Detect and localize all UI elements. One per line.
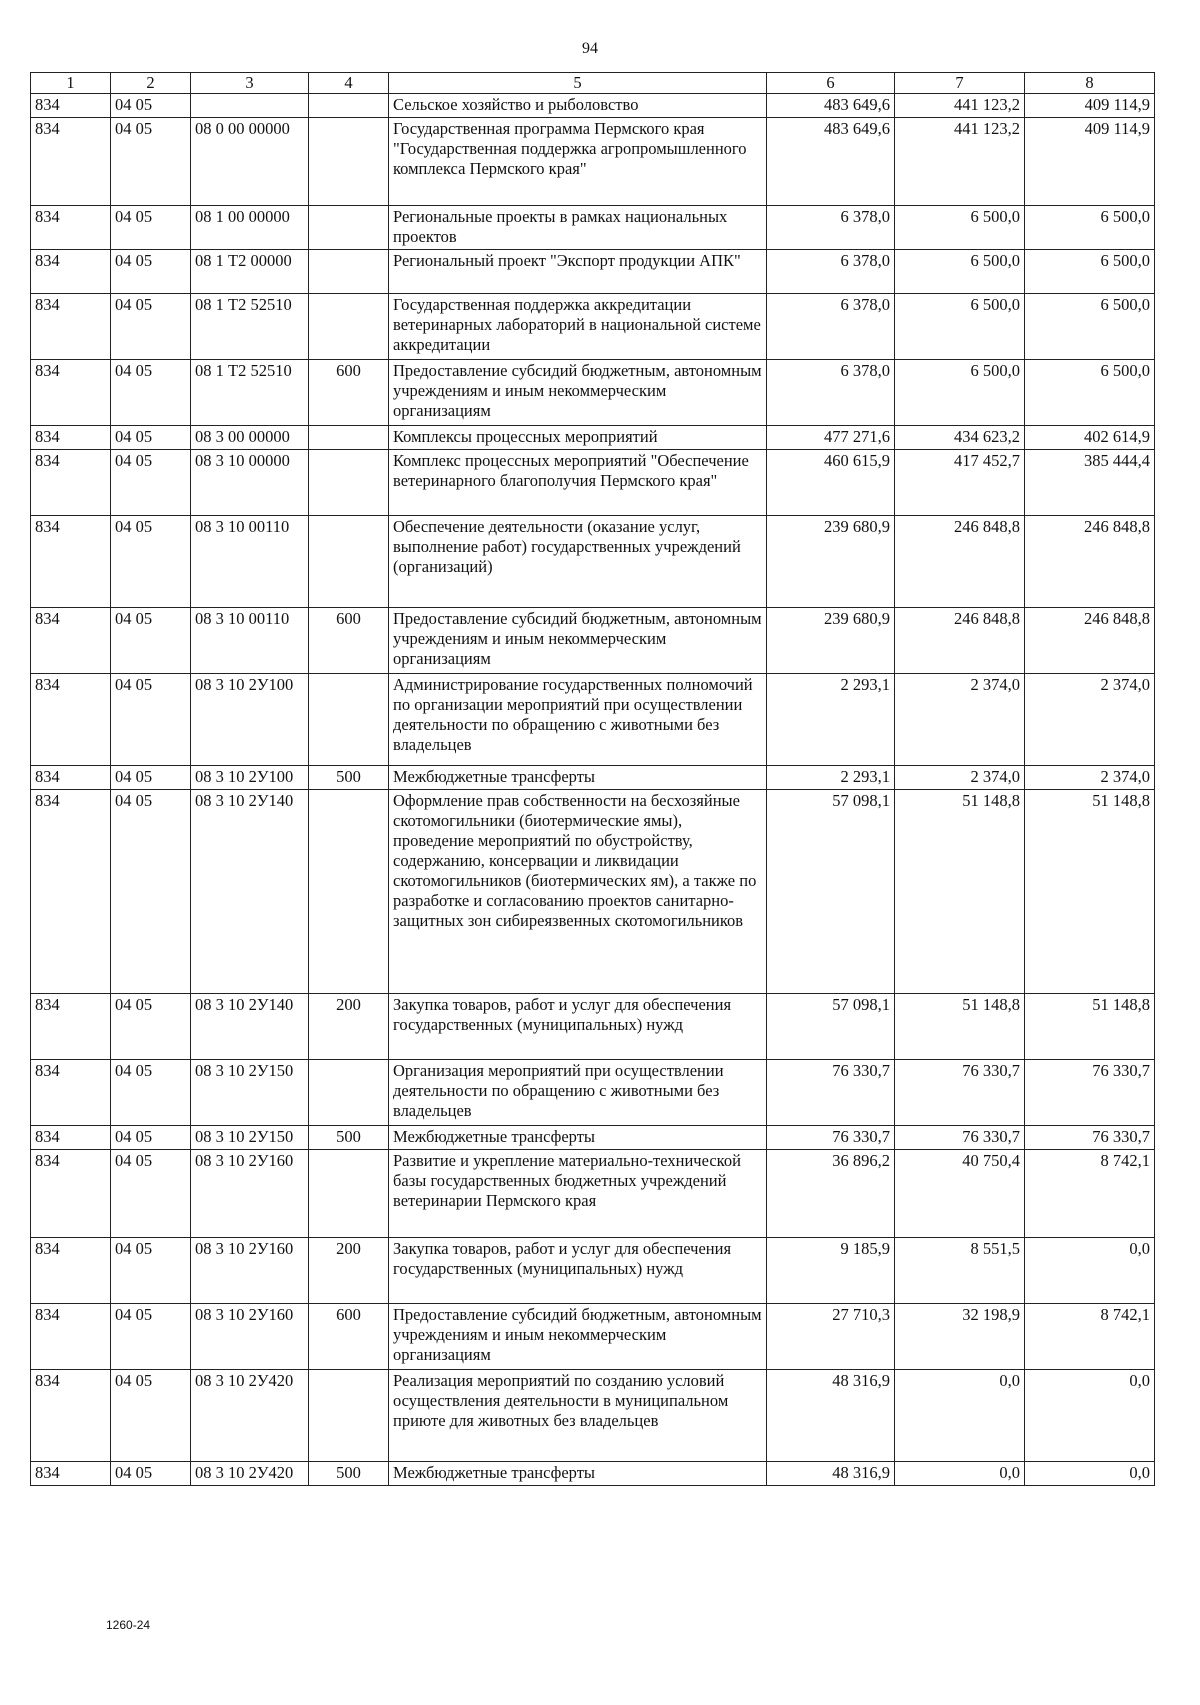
item-name-cell: Комплекс процессных мероприятий "Обеспечение ветеринарного благополучия Пермского края" (389, 450, 767, 516)
section-code-cell: 04 05 (111, 766, 191, 790)
amount-year1-cell: 6 378,0 (767, 294, 895, 360)
budget-table (30, 72, 1155, 1486)
amount-year3-cell: 6 500,0 (1025, 294, 1155, 360)
ministry-code-cell: 834 (31, 1238, 111, 1304)
expense-type-cell: 600 (309, 608, 389, 674)
section-code-cell: 04 05 (111, 516, 191, 608)
ministry-code-cell: 834 (31, 426, 111, 450)
target-article-cell: 08 1 Т2 52510 (191, 294, 309, 360)
expense-type-cell: 500 (309, 1126, 389, 1150)
table-row (31, 250, 1155, 294)
table-row (31, 450, 1155, 516)
expense-type-cell: 600 (309, 360, 389, 426)
expense-type-cell (309, 674, 389, 766)
amount-year3-cell: 6 500,0 (1025, 360, 1155, 426)
amount-year2-cell: 40 750,4 (895, 1150, 1025, 1238)
expense-type-cell (309, 426, 389, 450)
table-row (31, 790, 1155, 994)
amount-year1-cell: 48 316,9 (767, 1462, 895, 1486)
expense-type-cell (309, 294, 389, 360)
item-name-cell: Предоставление субсидий бюджетным, автономным учреждениям и иным некоммерческим организациям (389, 360, 767, 426)
section-code-cell: 04 05 (111, 1462, 191, 1486)
amount-year1-cell: 57 098,1 (767, 790, 895, 994)
expense-type-cell (309, 118, 389, 206)
amount-year1-cell: 6 378,0 (767, 360, 895, 426)
ministry-code-cell: 834 (31, 608, 111, 674)
amount-year2-cell: 246 848,8 (895, 608, 1025, 674)
table-row (31, 1126, 1155, 1150)
amount-year1-cell: 483 649,6 (767, 118, 895, 206)
amount-year3-cell: 0,0 (1025, 1370, 1155, 1462)
expense-type-cell (309, 450, 389, 516)
table-row (31, 1370, 1155, 1462)
table-row (31, 608, 1155, 674)
amount-year1-cell: 57 098,1 (767, 994, 895, 1060)
expense-type-cell (309, 250, 389, 294)
target-article-cell: 08 3 00 00000 (191, 426, 309, 450)
item-name-cell: Развитие и укрепление материально-технической базы государственных бюджетных учреждений ветеринарии Пермского края (389, 1150, 767, 1238)
column-header-1: 1 (31, 73, 111, 94)
table-row (31, 206, 1155, 250)
amount-year2-cell: 51 148,8 (895, 994, 1025, 1060)
amount-year2-cell: 6 500,0 (895, 360, 1025, 426)
item-name-cell: Межбюджетные трансферты (389, 1462, 767, 1486)
amount-year3-cell: 8 742,1 (1025, 1304, 1155, 1370)
amount-year3-cell: 246 848,8 (1025, 608, 1155, 674)
ministry-code-cell: 834 (31, 994, 111, 1060)
amount-year1-cell: 27 710,3 (767, 1304, 895, 1370)
amount-year1-cell: 483 649,6 (767, 94, 895, 118)
item-name-cell: Обеспечение деятельности (оказание услуг, выполнение работ) государственных учреждений (организаций) (389, 516, 767, 608)
section-code-cell: 04 05 (111, 94, 191, 118)
item-name-cell: Администрирование государственных полномочий по организации мероприятий при осуществлении деятельности по обращению с животными без владельцев (389, 674, 767, 766)
ministry-code-cell: 834 (31, 1462, 111, 1486)
column-header-5: 5 (389, 73, 767, 94)
amount-year2-cell: 434 623,2 (895, 426, 1025, 450)
ministry-code-cell: 834 (31, 206, 111, 250)
amount-year1-cell: 477 271,6 (767, 426, 895, 450)
ministry-code-cell: 834 (31, 1370, 111, 1462)
amount-year1-cell: 48 316,9 (767, 1370, 895, 1462)
ministry-code-cell: 834 (31, 1150, 111, 1238)
target-article-cell: 08 3 10 2У100 (191, 674, 309, 766)
ministry-code-cell: 834 (31, 250, 111, 294)
amount-year1-cell: 76 330,7 (767, 1126, 895, 1150)
item-name-cell: Сельское хозяйство и рыболовство (389, 94, 767, 118)
amount-year3-cell: 6 500,0 (1025, 206, 1155, 250)
ministry-code-cell: 834 (31, 94, 111, 118)
table-row (31, 1462, 1155, 1486)
amount-year2-cell: 76 330,7 (895, 1060, 1025, 1126)
expense-type-cell (309, 1370, 389, 1462)
expense-type-cell (309, 790, 389, 994)
target-article-cell: 08 3 10 2У160 (191, 1238, 309, 1304)
expense-type-cell: 500 (309, 1462, 389, 1486)
target-article-cell: 08 3 10 2У140 (191, 994, 309, 1060)
item-name-cell: Предоставление субсидий бюджетным, автономным учреждениям и иным некоммерческим организациям (389, 1304, 767, 1370)
item-name-cell: Предоставление субсидий бюджетным, автономным учреждениям и иным некоммерческим организациям (389, 608, 767, 674)
item-name-cell: Организация мероприятий при осуществлении деятельности по обращению с животными без владельцев (389, 1060, 767, 1126)
amount-year3-cell: 8 742,1 (1025, 1150, 1155, 1238)
amount-year3-cell: 76 330,7 (1025, 1060, 1155, 1126)
amount-year1-cell: 6 378,0 (767, 206, 895, 250)
amount-year2-cell: 246 848,8 (895, 516, 1025, 608)
item-name-cell: Реализация мероприятий по созданию условий осуществления деятельности в муниципальном приюте для животных без владельцев (389, 1370, 767, 1462)
table-row (31, 994, 1155, 1060)
expense-type-cell: 200 (309, 994, 389, 1060)
table-row (31, 94, 1155, 118)
amount-year3-cell: 409 114,9 (1025, 118, 1155, 206)
amount-year1-cell: 36 896,2 (767, 1150, 895, 1238)
table-row (31, 1150, 1155, 1238)
target-article-cell: 08 3 10 00000 (191, 450, 309, 516)
amount-year3-cell: 51 148,8 (1025, 994, 1155, 1060)
amount-year3-cell: 51 148,8 (1025, 790, 1155, 994)
table-row (31, 766, 1155, 790)
amount-year2-cell: 76 330,7 (895, 1126, 1025, 1150)
page-number: 94 (582, 40, 598, 57)
amount-year2-cell: 6 500,0 (895, 250, 1025, 294)
amount-year2-cell: 2 374,0 (895, 674, 1025, 766)
section-code-cell: 04 05 (111, 294, 191, 360)
item-name-cell: Оформление прав собственности на бесхозяйные скотомогильники (биотермические ямы), проведение мероприятий по обустройству, содержанию, консервации и ликвидации скотомогильников (биотермических ям), а также по разработке и согласованию проектов санитарно-защитных зон сибиреязвенных скотомогильников (389, 790, 767, 994)
amount-year3-cell: 2 374,0 (1025, 674, 1155, 766)
target-article-cell: 08 3 10 2У140 (191, 790, 309, 994)
section-code-cell: 04 05 (111, 1370, 191, 1462)
section-code-cell: 04 05 (111, 118, 191, 206)
ministry-code-cell: 834 (31, 294, 111, 360)
table-row (31, 426, 1155, 450)
amount-year2-cell: 8 551,5 (895, 1238, 1025, 1304)
amount-year3-cell: 6 500,0 (1025, 250, 1155, 294)
expense-type-cell: 500 (309, 766, 389, 790)
amount-year1-cell: 76 330,7 (767, 1060, 895, 1126)
target-article-cell: 08 1 00 00000 (191, 206, 309, 250)
table-row (31, 1060, 1155, 1126)
amount-year2-cell: 417 452,7 (895, 450, 1025, 516)
item-name-cell: Межбюджетные трансферты (389, 766, 767, 790)
table-body (31, 94, 1155, 1486)
target-article-cell: 08 1 Т2 52510 (191, 360, 309, 426)
amount-year3-cell: 409 114,9 (1025, 94, 1155, 118)
section-code-cell: 04 05 (111, 1304, 191, 1370)
column-header-8: 8 (1025, 73, 1155, 94)
section-code-cell: 04 05 (111, 206, 191, 250)
item-name-cell: Межбюджетные трансферты (389, 1126, 767, 1150)
item-name-cell: Региональные проекты в рамках национальных проектов (389, 206, 767, 250)
table-row (31, 1238, 1155, 1304)
target-article-cell: 08 3 10 2У160 (191, 1304, 309, 1370)
amount-year3-cell: 246 848,8 (1025, 516, 1155, 608)
table-row (31, 1304, 1155, 1370)
expense-type-cell (309, 1060, 389, 1126)
expense-type-cell: 600 (309, 1304, 389, 1370)
column-header-2: 2 (111, 73, 191, 94)
expense-type-cell (309, 94, 389, 118)
section-code-cell: 04 05 (111, 1150, 191, 1238)
target-article-cell: 08 3 10 2У100 (191, 766, 309, 790)
expense-type-cell (309, 206, 389, 250)
amount-year2-cell: 6 500,0 (895, 206, 1025, 250)
section-code-cell: 04 05 (111, 790, 191, 994)
amount-year1-cell: 2 293,1 (767, 674, 895, 766)
section-code-cell: 04 05 (111, 360, 191, 426)
ministry-code-cell: 834 (31, 450, 111, 516)
item-name-cell: Государственная поддержка аккредитации ветеринарных лабораторий в национальной системе аккредитации (389, 294, 767, 360)
target-article-cell: 08 3 10 2У150 (191, 1126, 309, 1150)
amount-year2-cell: 6 500,0 (895, 294, 1025, 360)
item-name-cell: Закупка товаров, работ и услуг для обеспечения государственных (муниципальных) нужд (389, 1238, 767, 1304)
ministry-code-cell: 834 (31, 766, 111, 790)
amount-year2-cell: 0,0 (895, 1370, 1025, 1462)
amount-year2-cell: 0,0 (895, 1462, 1025, 1486)
amount-year3-cell: 0,0 (1025, 1238, 1155, 1304)
amount-year3-cell: 76 330,7 (1025, 1126, 1155, 1150)
ministry-code-cell: 834 (31, 360, 111, 426)
section-code-cell: 04 05 (111, 994, 191, 1060)
expense-type-cell (309, 516, 389, 608)
amount-year2-cell: 51 148,8 (895, 790, 1025, 994)
amount-year3-cell: 385 444,4 (1025, 450, 1155, 516)
amount-year1-cell: 239 680,9 (767, 608, 895, 674)
ministry-code-cell: 834 (31, 674, 111, 766)
target-article-cell: 08 3 10 2У420 (191, 1462, 309, 1486)
expense-type-cell: 200 (309, 1238, 389, 1304)
section-code-cell: 04 05 (111, 426, 191, 450)
amount-year3-cell: 2 374,0 (1025, 766, 1155, 790)
amount-year1-cell: 9 185,9 (767, 1238, 895, 1304)
column-header-7: 7 (895, 73, 1025, 94)
section-code-cell: 04 05 (111, 250, 191, 294)
ministry-code-cell: 834 (31, 1304, 111, 1370)
table-row (31, 294, 1155, 360)
table-row (31, 360, 1155, 426)
table-row (31, 674, 1155, 766)
item-name-cell: Комплексы процессных мероприятий (389, 426, 767, 450)
section-code-cell: 04 05 (111, 1060, 191, 1126)
target-article-cell (191, 94, 309, 118)
section-code-cell: 04 05 (111, 1238, 191, 1304)
column-header-4: 4 (309, 73, 389, 94)
item-name-cell: Государственная программа Пермского края "Государственная поддержка агропромышленного комплекса Пермского края" (389, 118, 767, 206)
ministry-code-cell: 834 (31, 1060, 111, 1126)
amount-year1-cell: 460 615,9 (767, 450, 895, 516)
amount-year3-cell: 0,0 (1025, 1462, 1155, 1486)
ministry-code-cell: 834 (31, 790, 111, 994)
section-code-cell: 04 05 (111, 608, 191, 674)
table-row (31, 516, 1155, 608)
column-header-6: 6 (767, 73, 895, 94)
ministry-code-cell: 834 (31, 118, 111, 206)
target-article-cell: 08 1 Т2 00000 (191, 250, 309, 294)
amount-year1-cell: 2 293,1 (767, 766, 895, 790)
section-code-cell: 04 05 (111, 1126, 191, 1150)
amount-year2-cell: 441 123,2 (895, 94, 1025, 118)
target-article-cell: 08 3 10 2У150 (191, 1060, 309, 1126)
amount-year2-cell: 441 123,2 (895, 118, 1025, 206)
item-name-cell: Региональный проект "Экспорт продукции АПК" (389, 250, 767, 294)
ministry-code-cell: 834 (31, 516, 111, 608)
column-header-3: 3 (191, 73, 309, 94)
amount-year1-cell: 6 378,0 (767, 250, 895, 294)
table-row (31, 118, 1155, 206)
item-name-cell: Закупка товаров, работ и услуг для обеспечения государственных (муниципальных) нужд (389, 994, 767, 1060)
target-article-cell: 08 3 10 00110 (191, 608, 309, 674)
target-article-cell: 08 3 10 2У160 (191, 1150, 309, 1238)
column-number-row (31, 73, 1155, 94)
footer-code: 1260-24 (106, 1618, 151, 1632)
amount-year3-cell: 402 614,9 (1025, 426, 1155, 450)
target-article-cell: 08 3 10 2У420 (191, 1370, 309, 1462)
target-article-cell: 08 3 10 00110 (191, 516, 309, 608)
amount-year1-cell: 239 680,9 (767, 516, 895, 608)
target-article-cell: 08 0 00 00000 (191, 118, 309, 206)
amount-year2-cell: 2 374,0 (895, 766, 1025, 790)
expense-type-cell (309, 1150, 389, 1238)
amount-year2-cell: 32 198,9 (895, 1304, 1025, 1370)
section-code-cell: 04 05 (111, 450, 191, 516)
ministry-code-cell: 834 (31, 1126, 111, 1150)
section-code-cell: 04 05 (111, 674, 191, 766)
